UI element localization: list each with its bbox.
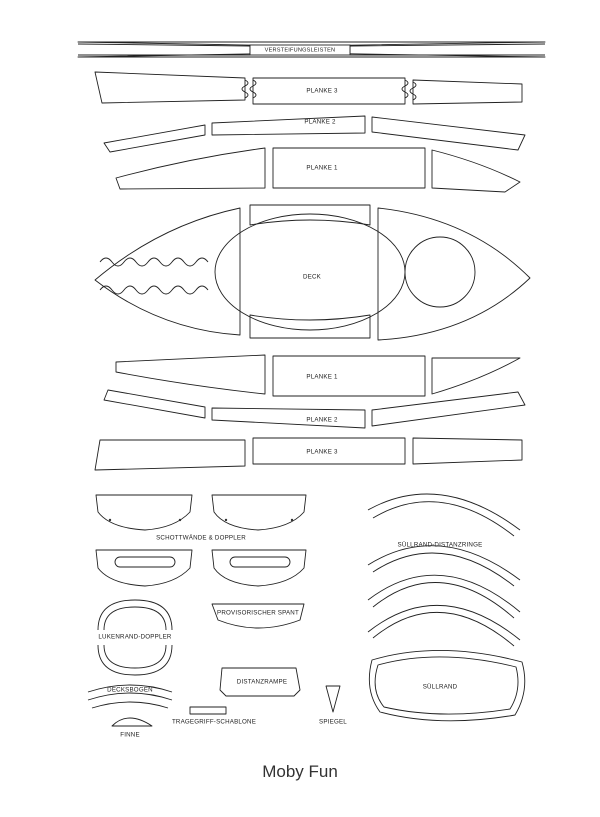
suellrand [369, 650, 524, 720]
label-schottwaende: SCHOTTWÄNDE & DOPPLER [156, 534, 246, 542]
planke-3-bottom [95, 438, 522, 470]
label-planke-2-bottom: PLANKE 2 [306, 416, 338, 424]
label-planke-3-bottom: PLANKE 3 [306, 448, 338, 456]
label-lukenrand-doppler: LUKENRAND-DOPPLER [98, 633, 172, 641]
lukenrand-doppler [98, 600, 172, 675]
caption: Moby Fun [262, 762, 338, 781]
planke-1-bottom [116, 355, 520, 396]
label-suellrand-distanzringe: SÜLLRAND-DISTANZRINGE [397, 541, 483, 549]
label-provisorischer-spant: PROVISORISCHER SPANT [217, 609, 299, 617]
label-suellrand: SÜLLRAND [422, 683, 458, 691]
versteifungsleisten-strips [78, 42, 545, 57]
label-distanzrampe: DISTANZRAMPE [236, 678, 288, 686]
decksbogen [88, 685, 172, 708]
label-planke-1-top: PLANKE 1 [306, 164, 338, 172]
distanzrampe [220, 668, 300, 696]
planke-3-top [95, 72, 522, 104]
tragegriff-schablone [172, 707, 256, 726]
label-decksbogen: DECKSBOGEN [107, 686, 153, 694]
finne [112, 718, 152, 739]
schottwaende [96, 495, 306, 586]
suellrand-distanzringe [368, 494, 520, 646]
planke-2-top [104, 116, 525, 152]
label-deck: DECK [303, 273, 321, 281]
label-finne: FINNE [120, 731, 140, 739]
label-spiegel: SPIEGEL [319, 718, 347, 726]
label-planke-3-top: PLANKE 3 [306, 87, 338, 95]
spiegel [319, 686, 347, 726]
deck [95, 205, 530, 340]
label-planke-1-bottom: PLANKE 1 [306, 373, 338, 381]
label-tragegriff: TRAGEGRIFF-SCHABLONE [171, 718, 257, 726]
label-planke-2-top: PLANKE 2 [304, 118, 336, 126]
planke-1-top [116, 148, 520, 192]
provisorischer-spant [212, 604, 304, 628]
label-versteifungsleisten: VERSTEIFUNGSLEISTEN [264, 47, 336, 54]
